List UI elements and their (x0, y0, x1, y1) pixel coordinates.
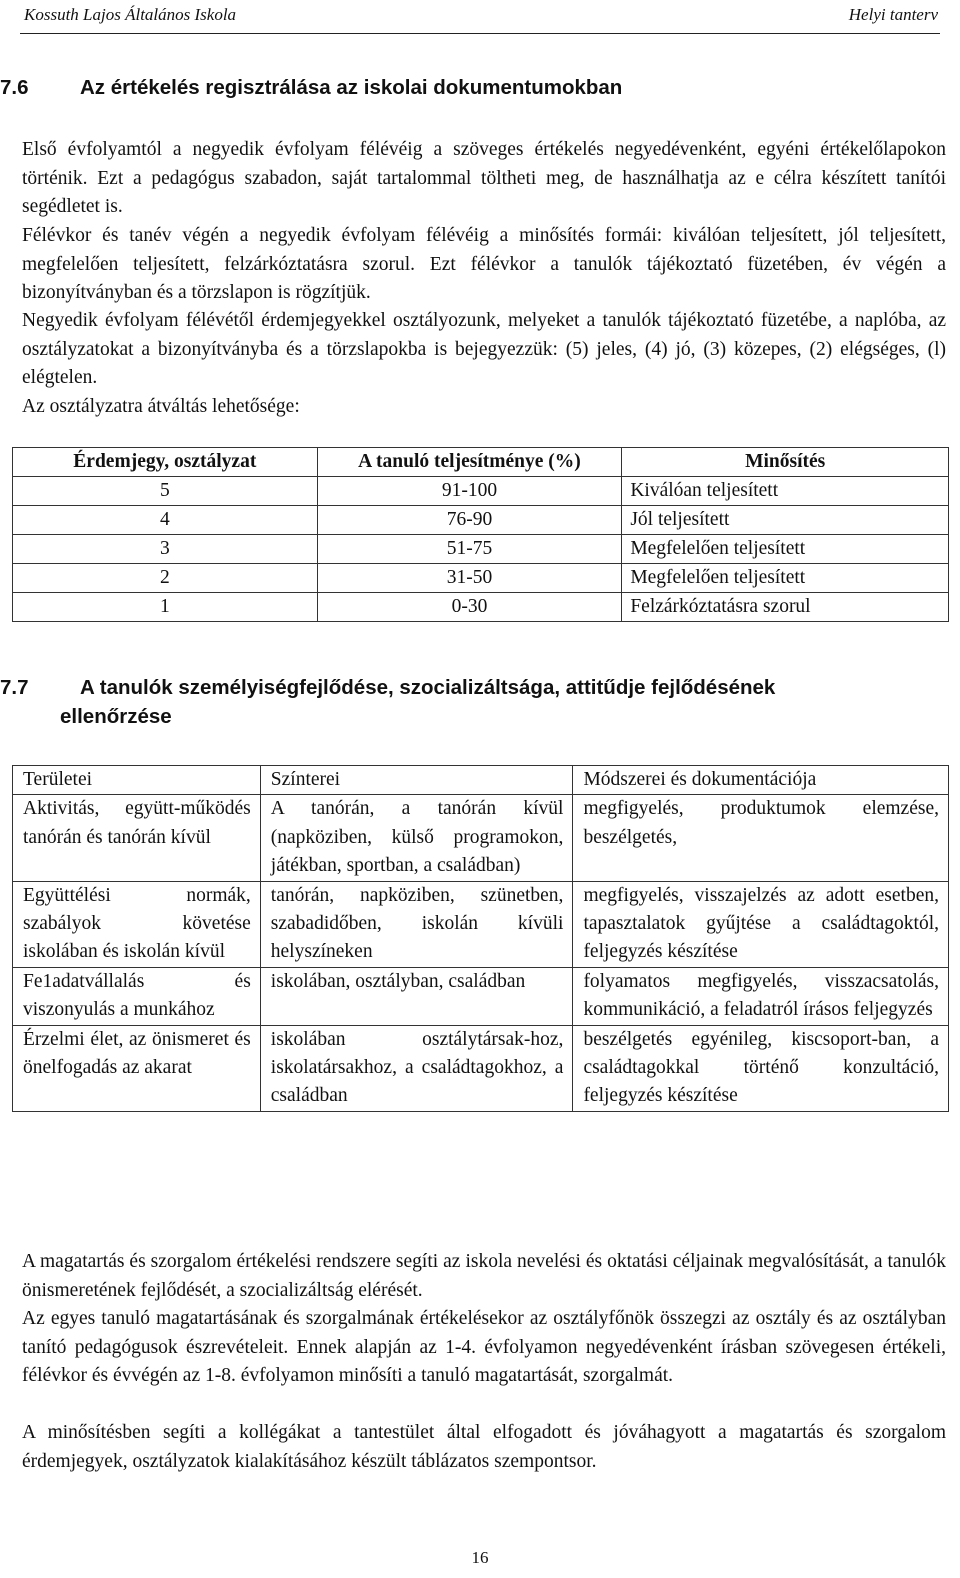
table-cell: megfigyelés, produktumok elemzése, beszélgetés, (573, 795, 949, 881)
section-7-7-paragraph-3: A minősítésben segíti a kollégákat a tantestület által elfogadott és jóváhagyott a magatartás és szorgalom érdemjegyek, osztályzatok kialakításához készült táblázatos szempontsor. (22, 1422, 946, 1472)
table-row (13, 535, 949, 564)
table-cell: 76-90 (317, 506, 622, 535)
column-header: Színterei (260, 766, 573, 795)
table-cell: 31-50 (317, 564, 622, 593)
table-cell: iskolában, osztályban, családban (260, 967, 573, 1025)
table-cell: Fe1adatvállalás és viszonyulás a munkához (13, 967, 261, 1025)
section-7-6-title: Az értékelés regisztrálása az iskolai dokumentumokban (80, 76, 623, 99)
table-cell: Felzárkóztatásra szorul (622, 593, 949, 622)
table-cell: Aktivitás, együtt-működés tanórán és tanórán kívül (13, 795, 261, 881)
table-cell: Jól teljesített (622, 506, 949, 535)
table-row (13, 1025, 949, 1111)
table-cell: Kiválóan teljesített (622, 477, 949, 506)
section-7-6-paragraph-4: Az osztályzatra átváltás lehetősége: (22, 396, 300, 417)
table-row (13, 506, 949, 535)
table-cell: 0-30 (317, 593, 622, 622)
section-7-7-title-line-1: A tanulók személyiségfejlődése, szocializáltsága, attitűdje fejlődésének (80, 676, 776, 699)
table-row (13, 795, 949, 881)
table-cell: 91-100 (317, 477, 622, 506)
table-cell: 4 (13, 506, 318, 535)
page-number: 16 (471, 1548, 489, 1567)
section-7-7-title-line-2: ellenőrzése (60, 705, 172, 728)
section-7-6-heading (0, 76, 622, 100)
table-cell: 2 (13, 564, 318, 593)
section-7-7-paragraph-1: A magatartás és szorgalom értékelési rendszere segíti az iskola nevelési és oktatási céljainak megvalósítását, a tanulók önismeretének fejlődését, a szocializáltság elérését. (22, 1251, 946, 1301)
section-7-7-heading (0, 676, 775, 700)
table-header-row (13, 448, 949, 477)
header-document-title: Helyi tanterv (848, 5, 938, 24)
table-row (13, 564, 949, 593)
header-rule (20, 33, 940, 34)
table-cell: Megfelelően teljesített (622, 535, 949, 564)
table-header-row (13, 766, 949, 795)
column-header: Módszerei és dokumentációja (573, 766, 949, 795)
table-cell: Megfelelően teljesített (622, 564, 949, 593)
table-cell: megfigyelés, visszajelzés az adott esetben, tapasztalatok gyűjtése a családtagoktól, feljegyzés készítése (573, 881, 949, 967)
column-header: Területei (13, 766, 261, 795)
section-7-6-paragraph-2: Félévkor és tanév végén a negyedik évfolyam félévéig a minősítés formái: kiválóan teljesített, jól teljesített, megfelelően teljesített, felzárkóztatásra szorul. Ezt félévkor a tanulók tájékoztató füzetében, év végén a bizonyítványban és a törzslapon is rögzítjük. (22, 225, 946, 303)
section-7-6-paragraph-1: Első évfolyamtól a negyedik évfolyam félévéig a szöveges értékelés negyedévenként, egyéni értékelőlapokon történik. Ezt a pedagógus szabadon, saját tartalommal töltheti meg, de használhatja az e célra készített tanítói segédletet is. (22, 139, 946, 217)
section-7-7-number: 7.7 (0, 676, 29, 699)
table-row (13, 593, 949, 622)
table-cell: iskolában osztálytársak-hoz, iskolatársakhoz, a családtagokhoz, a családban (260, 1025, 573, 1111)
section-7-6-paragraph-3: Negyedik évfolyam félévétől érdemjegyekkel osztályozunk, melyeket a tanulók tájékoztató füzetébe, a naplóba, az osztályzatokat a bizonyítványba és a törzslapokba is bejegyezzük: (5) jeles, (4) jó, (3) közepes, (2) elégséges, (l) elégtelen. (22, 310, 946, 388)
table-cell: Érzelmi élet, az önismeret és önelfogadás az akarat (13, 1025, 261, 1111)
table-cell: Együttélési normák, szabályok követése iskolában és iskolán kívül (13, 881, 261, 967)
header-school-name: Kossuth Lajos Általános Iskola (24, 5, 237, 24)
section-7-7-paragraph-2: Az egyes tanuló magatartásának és szorgalmának értékelésekor az osztályfőnök összegzi az osztály és az osztályban tanító pedagógusok észrevételeit. Ennek alapján az 1-4. évfolyamon negyedévenként írásban szövegesen értékeli, félévkor és évvégén az 1-8. évfolyamon minősíti a tanuló magatartását, szorgalmát. (22, 1308, 946, 1386)
table-row (13, 881, 949, 967)
table-cell: 3 (13, 535, 318, 564)
column-header: Érdemjegy, osztályzat (13, 448, 318, 477)
column-header: A tanuló teljesítménye (%) (317, 448, 622, 477)
personality-assessment-table (12, 765, 949, 1112)
section-7-6-number: 7.6 (0, 76, 29, 99)
table-cell: 51-75 (317, 535, 622, 564)
grade-conversion-table (12, 447, 949, 622)
table-cell: tanórán, napköziben, szünetben, szabadidőben, iskolán kívüli helyszíneken (260, 881, 573, 967)
table-row (13, 477, 949, 506)
table-cell: folyamatos megfigyelés, visszacsatolás, kommunikáció, a feladatról írásos feljegyzés (573, 967, 949, 1025)
table-row (13, 967, 949, 1025)
table-cell: beszélgetés egyénileg, kiscsoport-ban, a családtagokkal történő konzultáció, feljegyzés készítése (573, 1025, 949, 1111)
table-cell: 5 (13, 477, 318, 506)
table-cell: 1 (13, 593, 318, 622)
table-cell: A tanórán, a tanórán kívül (napköziben, külső programokon, játékban, sportban, a családban) (260, 795, 573, 881)
column-header: Minősítés (622, 448, 949, 477)
